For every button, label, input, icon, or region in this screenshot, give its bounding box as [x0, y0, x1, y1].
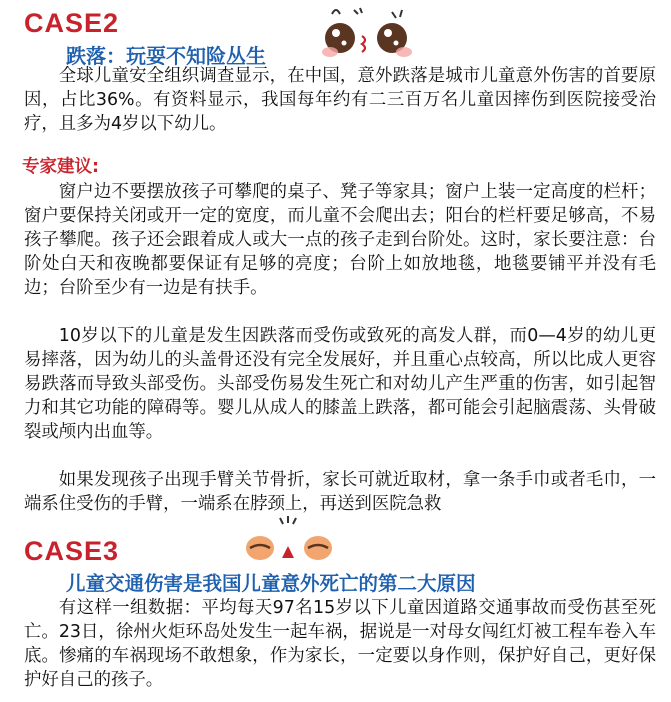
advice-paragraph-1: 窗户边不要摆放孩子可攀爬的桌子、凳子等家具；窗户上装一定高度的栏杆；窗户要保持关闭或开一定的宽度，而儿童不会爬出去；阳台的栏杆要足够高，不易孩子攀爬。孩子还会跟着成人或大一点的孩子走到台阶处。这时，家长要注意：台阶处白天和夜晚都要保证有足够的亮度；台阶上如放地毯，地毯要铺平并没有毛边；台阶至少有一边是有扶手。	[24, 182, 656, 298]
expert-advice-label: 专家建议:	[22, 157, 99, 177]
shy-face-icon	[312, 4, 420, 68]
case2-intro: 全球儿童安全组织调查显示，在中国，意外跌落是城市儿童意外伤害的首要原因，占比36%。有资料显示，我国每年约有二三百万名儿童因摔伤到医院接受治疗，且多为4岁以下幼儿。	[24, 66, 656, 134]
case2-subtitle: 跌落：玩耍不知险丛生	[66, 44, 266, 68]
case2-heading: CASE2	[24, 8, 120, 38]
advice-paragraph-2: 10岁以下的儿童是发生因跌落而受伤或致死的高发人群，而0—4岁的幼儿更易摔落，因为幼儿的头盖骨还没有完全发展好，并且重心点较高，所以比成人更容易跌落而导致头部受伤。头部受伤易发生死亡和对幼儿产生严重的伤害，如引起智力和其它功能的障碍等。婴儿从成人的膝盖上跌落，都可能会引起脑震荡、头骨破裂或颅内出血等。	[24, 326, 656, 442]
advice-paragraph-3: 如果发现孩子出现手臂关节骨折，家长可就近取材，拿一条手巾或者毛巾，一端系住受伤的手臂，一端系在脖颈上，再送到医院急救	[24, 470, 656, 514]
case3-body: 有这样一组数据：平均每天97名15岁以下儿童因道路交通事故而受伤甚至死亡。23日，徐州火炬环岛处发生一起车祸，据说是一对母女闯红灯被工程车卷入车底。惨痛的车祸现场不敢想象，作为家长，一定要以身作则，保护好自己，更好保护好自己的孩子。	[24, 598, 656, 690]
case3-heading: CASE3	[24, 536, 120, 566]
case3-subtitle: 儿童交通伤害是我国儿童意外死亡的第二大原因	[66, 572, 476, 595]
surprised-face-icon	[236, 512, 344, 572]
